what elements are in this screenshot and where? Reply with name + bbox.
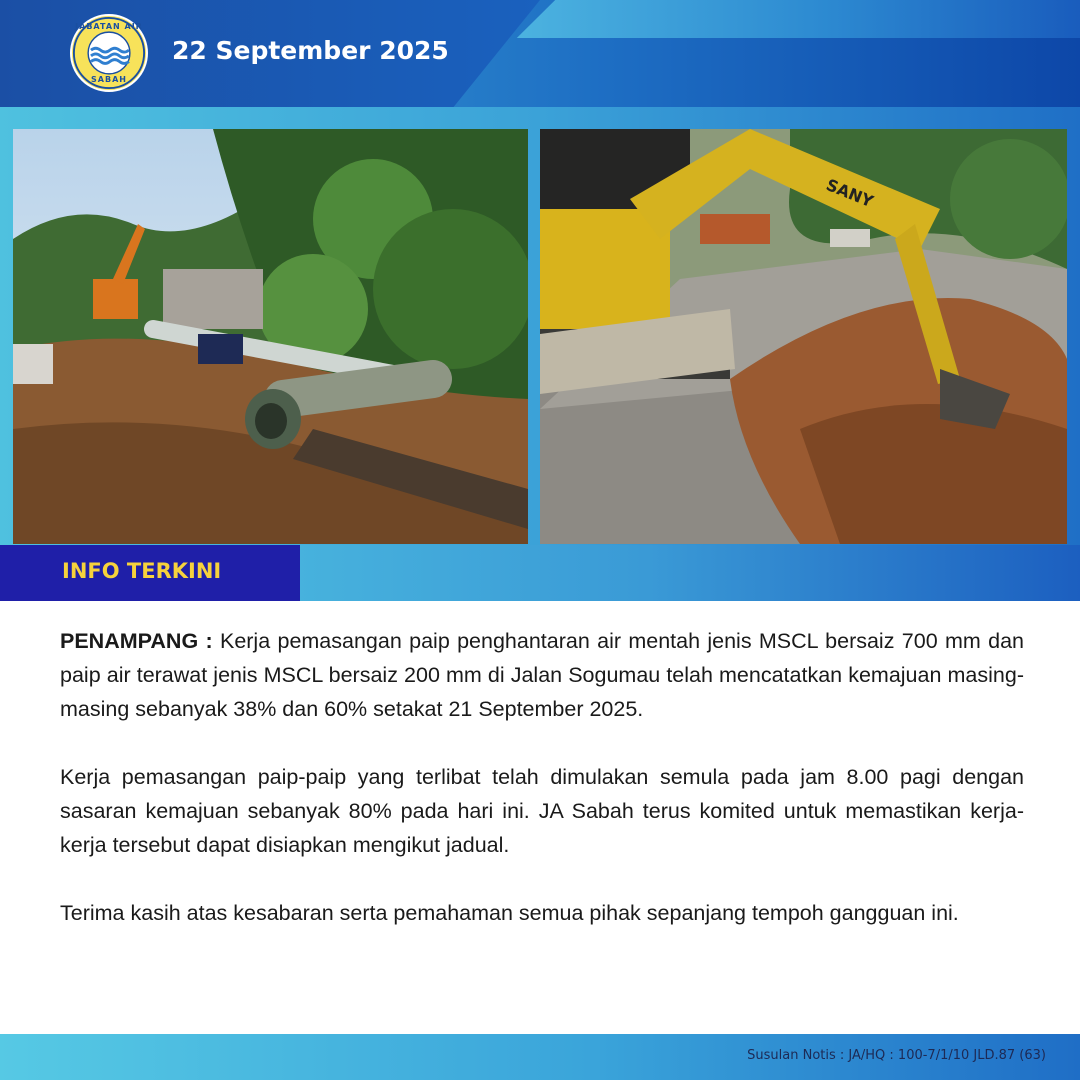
logo-text-top: JABATAN AIR bbox=[75, 22, 143, 31]
jabatan-air-sabah-logo-icon bbox=[70, 14, 148, 92]
paragraph-1 bbox=[60, 624, 1024, 726]
construction-photo-pipes bbox=[13, 129, 528, 544]
footer-notice-reference: Susulan Notis : JA/HQ : 100-7/1/10 JLD.87 (63) bbox=[747, 1048, 1046, 1063]
location-label: PENAMPANG : bbox=[60, 629, 213, 653]
paragraph-2: Kerja pemasangan paip-paip yang terlibat telah dimulakan semula pada jam 8.00 pagi dengan sasaran kemajuan sebanyak 80% pada hari ini. JA Sabah terus komited untuk memastikan kerja-kerja tersebut dapat disiapkan mengikut jadual. bbox=[60, 765, 1024, 857]
paragraph-3: Terima kasih atas kesabaran serta pemahaman semua pihak sepanjang tempoh gangguan ini. bbox=[60, 901, 959, 925]
info-tag-label: INFO TERKINI bbox=[62, 559, 222, 583]
logo-text-bottom: SABAH bbox=[91, 75, 127, 84]
paragraph-1-text: Kerja pemasangan paip penghantaran air mentah jenis MSCL bersaiz 700 mm dan paip air terawat jenis MSCL bersaiz 200 mm di Jalan Sogumau telah mencatatkan kemajuan masing-masing sebanyak 38% dan 60% setakat 21 September 2025. bbox=[60, 629, 1024, 721]
construction-photo-excavator bbox=[540, 129, 1067, 544]
svg-text:SANY: SANY bbox=[823, 175, 876, 212]
post-date: 22 September 2025 bbox=[172, 36, 449, 65]
announcement-body bbox=[60, 624, 1024, 964]
